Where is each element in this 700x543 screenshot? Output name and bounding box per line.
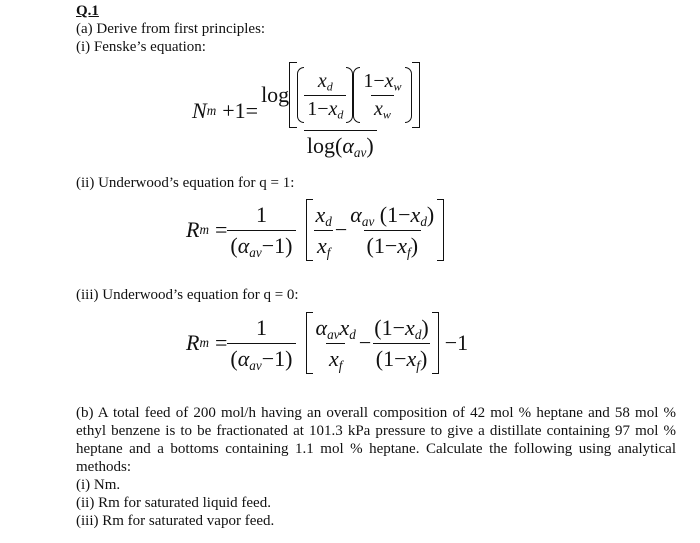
minus-one: −1 (261, 232, 286, 258)
d-subscript: d (414, 326, 422, 342)
alpha-symbol: α (342, 133, 354, 158)
x-symbol: x (339, 314, 350, 340)
av-subscript: av (361, 213, 375, 229)
close-paren: ) (410, 232, 419, 258)
x-symbol: x (316, 232, 327, 258)
one-minus: 1− (373, 232, 398, 258)
b-item-ii: (ii) Rm for saturated liquid feed. (76, 495, 271, 511)
x-symbol: x (328, 345, 339, 371)
fenske-numerator (258, 62, 422, 130)
N-symbol: N (192, 97, 207, 123)
underwood-q1-equation: R m = $\frac{1}{(\alpha_{av}-1)}$ $\frac{x_d}{x_f}$ − $\frac{\alpha_{av} (1-x_d)}{(1-x_f)}$ (186, 199, 444, 261)
f-subscript: f (326, 244, 331, 260)
open-paren: ( (230, 345, 238, 371)
x-symbol: x (328, 97, 338, 120)
equals-sign: = (214, 330, 228, 355)
alpha-symbol: α (237, 345, 250, 371)
xd-xf-fraction (313, 202, 335, 259)
close-paren: ) (419, 345, 428, 371)
log-text: log (306, 133, 336, 158)
fenske-equation: N m +1 = log $\frac{x_d}{1-x_d}$ $\frac{1-x_w}{x_w}$ $\log(\alpha_{av})$ (192, 62, 423, 159)
complement-ratio-fraction (371, 315, 431, 372)
right-paren-1 (346, 67, 353, 123)
right-square-bracket (437, 199, 444, 261)
f-subscript: f (416, 357, 420, 373)
close-paren: ) (285, 345, 293, 371)
open-paren: ( (375, 345, 384, 371)
left-square-bracket (306, 199, 313, 261)
x-symbol: x (374, 97, 383, 120)
open-paren: ( (379, 201, 388, 227)
one-numerator: 1 (255, 314, 267, 340)
part-b-block (76, 404, 676, 530)
minus-one: −1 (261, 345, 286, 371)
b-item-i: (i) Nm. (76, 477, 121, 493)
xd-fraction (304, 70, 346, 121)
right-bracket (412, 62, 420, 128)
x-symbol: x (405, 314, 415, 340)
item-ii-label: (ii) Underwood’s equation for q = 1: (76, 175, 295, 191)
left-paren-2 (353, 67, 360, 123)
d-subscript: d (325, 213, 332, 229)
close-paren: ) (366, 133, 374, 158)
close-paren: ) (426, 201, 435, 227)
one-minus: 1− (307, 97, 329, 120)
one-minus: 1− (381, 314, 406, 340)
close-paren: ) (421, 314, 429, 340)
av-subscript: av (249, 244, 262, 260)
R-symbol: R (186, 217, 200, 242)
question-number: Q.1 (76, 3, 99, 19)
av-subscript: av (249, 357, 262, 373)
fenske-fraction (258, 62, 422, 159)
x-symbol: x (397, 232, 408, 258)
alpha-xd-xf-fraction (313, 315, 359, 372)
item-iii-label: (iii) Underwood’s equation for q = 0: (76, 287, 299, 303)
alpha-symbol: α (237, 232, 250, 258)
av-subscript: av (327, 326, 340, 342)
w-subscript: w (382, 107, 391, 122)
left-square-bracket (306, 312, 313, 374)
right-paren-2 (405, 67, 412, 123)
alpha-ratio-fraction (347, 202, 437, 259)
d-subscript: d (337, 107, 344, 122)
item-i-label: (i) Fenske’s equation: (76, 39, 206, 55)
minus-sign: − (334, 217, 348, 242)
x-symbol: x (384, 69, 394, 92)
open-paren: ( (366, 232, 374, 258)
part-b-text: (b) A total feed of 200 mol/h having an overall composition of 42 mol % heptane and 58 mol % ethyl benzene is to be fractionated at 101.3 kPa pressure to give a distillate containing 97 mol % heptane and a bottoms containing 1.1 mol % heptane. Calculate the following using analytical methods: (76, 405, 676, 475)
d-subscript: d (326, 79, 333, 94)
right-square-bracket (432, 312, 439, 374)
minus-one-term: −1 (444, 330, 469, 355)
x-symbol: x (410, 201, 421, 227)
part-a-title: (a) Derive from first principles: (76, 21, 266, 37)
d-subscript: d (420, 213, 427, 229)
w-subscript: w (393, 79, 402, 94)
plus-one: +1 (222, 97, 246, 123)
x-symbol: x (315, 201, 326, 227)
alpha-symbol: α (350, 201, 362, 227)
log-text: log (261, 82, 290, 107)
f-subscript: f (407, 244, 411, 260)
x-symbol: x (406, 345, 417, 371)
open-paren: ( (230, 232, 238, 258)
equals-sign: = (245, 97, 259, 123)
open-paren: ( (335, 133, 343, 158)
open-paren: ( (374, 314, 382, 340)
R-symbol: R (186, 330, 200, 355)
xw-fraction (360, 70, 404, 121)
d-subscript: d (349, 326, 356, 342)
av-subscript: av (353, 144, 367, 160)
close-paren: ) (285, 232, 293, 258)
coefficient-fraction (227, 202, 295, 259)
fenske-denominator (304, 130, 377, 159)
underwood-q0-equation: R m = $\frac{1}{(\alpha_{av}-1)}$ $\frac{\alpha_{av}x_d}{x_f}$ − $\frac{(1-x_d)}{(1-x_f)}$ −1 (186, 312, 468, 374)
one-minus: 1− (387, 201, 411, 227)
one-minus: 1− (383, 345, 407, 371)
alpha-symbol: α (315, 314, 328, 340)
b-item-iii: (iii) Rm for saturated vapor feed. (76, 513, 275, 529)
left-bracket (289, 62, 297, 128)
equals-sign: = (214, 217, 228, 242)
one-minus: 1− (363, 69, 385, 92)
x-symbol: x (317, 69, 327, 92)
f-subscript: f (338, 357, 343, 373)
one-numerator: 1 (255, 201, 267, 227)
left-paren-1 (297, 67, 304, 123)
coefficient-fraction (227, 315, 295, 372)
minus-sign: − (358, 330, 372, 355)
